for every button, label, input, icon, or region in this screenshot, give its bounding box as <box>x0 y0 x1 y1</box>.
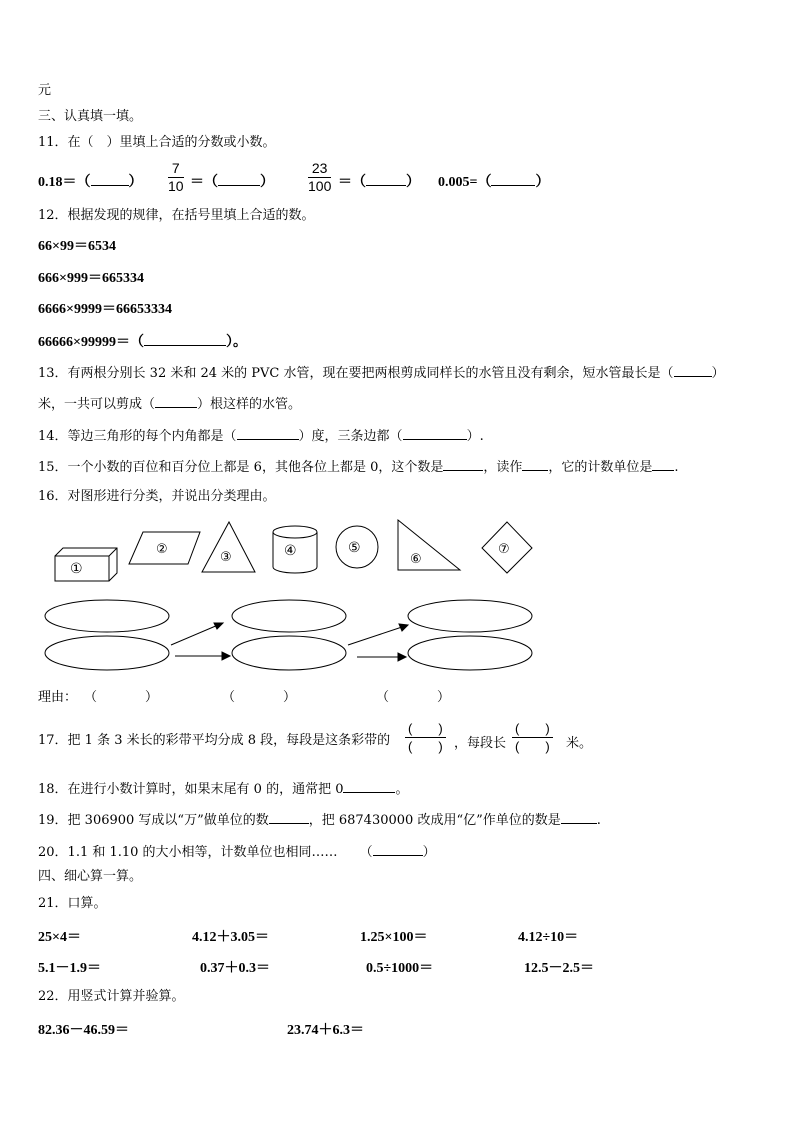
answer-blank[interactable] <box>373 842 423 856</box>
fraction-denominator: 10 <box>168 178 184 194</box>
arrow-line <box>348 627 402 645</box>
answer-blank[interactable] <box>522 457 548 471</box>
q11-fraction-7-10 <box>168 160 184 195</box>
arrow-head <box>399 624 408 631</box>
paren-open: （ <box>359 845 373 860</box>
q21-r1-c1: 25×4＝ <box>38 930 81 945</box>
arrow-head <box>214 623 223 629</box>
q21-r2-c3: 0.5÷1000＝ <box>366 961 434 976</box>
fraction-denominator: ( ) <box>408 739 443 754</box>
q13-line2-text: 米，一共可以剪成（ <box>38 397 156 412</box>
q15-text-b: ，读作 <box>483 460 523 475</box>
answer-blank[interactable] <box>269 810 309 824</box>
q12-line2: 666×999＝665334 <box>38 271 144 286</box>
paren-open: （ <box>222 690 236 705</box>
q17-text-c: 米。 <box>566 736 593 751</box>
answer-blank[interactable] <box>561 810 597 824</box>
q15 <box>38 457 679 477</box>
answer-ellipse[interactable] <box>232 636 346 670</box>
q13-line1 <box>38 363 725 383</box>
q19-text-c: . <box>596 813 601 828</box>
arrow-head <box>222 652 230 660</box>
q14-text-c: ）. <box>466 429 484 444</box>
shape-label: ③ <box>220 550 232 565</box>
q18 <box>38 779 409 799</box>
answer-blank[interactable] <box>652 457 674 471</box>
arrow-head <box>398 653 406 661</box>
paren-close: ） <box>406 175 420 190</box>
q21-r1-c4: 4.12÷10＝ <box>518 930 579 945</box>
cylinder-shape <box>273 526 317 573</box>
q19 <box>38 810 601 830</box>
answer-ellipse[interactable] <box>408 600 532 632</box>
fraction-denominator: 100 <box>308 178 332 194</box>
q19-text-a: 19．把 306900 写成以“万”做单位的数 <box>38 813 269 828</box>
q22-item-1: 82.36－46.59＝ <box>38 1023 129 1038</box>
q11-item3 <box>338 171 420 191</box>
answer-blank[interactable] <box>443 457 483 471</box>
answer-blank[interactable] <box>366 172 406 186</box>
q16-prompt: 16．对图形进行分类，并说出分类理由。 <box>38 489 276 504</box>
paren-close: ） <box>437 690 451 705</box>
parallelogram-shape <box>129 532 200 564</box>
section-3-heading: 三、认真填一填。 <box>38 109 143 124</box>
q14-text-a: 14．等边三角形的每个内角都是（ <box>38 429 237 444</box>
q21-prompt: 21．口算。 <box>38 896 107 911</box>
q15-text-c: ，它的计数单位是 <box>548 460 653 475</box>
q11-item1 <box>38 171 143 191</box>
fraction-numerator: 23 <box>308 160 331 178</box>
q21-r2-c4: 12.5－2.5＝ <box>524 961 594 976</box>
q12-line1: 66×99＝6534 <box>38 239 116 254</box>
top-char: 元 <box>38 83 52 98</box>
arrow-line <box>171 625 218 645</box>
triangle-shape <box>202 522 255 572</box>
answer-blank[interactable] <box>91 172 129 186</box>
diamond-shape <box>482 522 532 573</box>
shape-label: ① <box>70 561 83 577</box>
q19-text-b: ，把 687430000 改成用“亿”作单位的数是 <box>308 813 561 828</box>
paren-close: ） <box>145 690 159 705</box>
q21-r2-c1: 5.1－1.9＝ <box>38 961 101 976</box>
paren-close: ） <box>422 845 436 860</box>
shape-label: ⑤ <box>348 540 361 556</box>
answer-ellipse[interactable] <box>45 636 169 670</box>
q18-text-a: 18．在进行小数计算时，如果末尾有 0 的，通常把 0 <box>38 782 344 797</box>
answer-ellipse[interactable] <box>408 636 532 670</box>
section-4-heading: 四、细心算一算。 <box>38 869 143 884</box>
answer-blank[interactable] <box>155 394 197 408</box>
q11-eq-text: ＝（ <box>190 175 218 190</box>
shape-label: ⑦ <box>498 542 510 557</box>
fraction-numerator: ( ) <box>405 720 446 738</box>
paren-close: ） <box>128 175 143 190</box>
q16-reason-3[interactable] <box>376 686 450 705</box>
q21-r1-c2: 4.12＋3.05＝ <box>192 930 269 945</box>
q11-eq-text: ＝（ <box>338 175 366 190</box>
q21-r2-c2: 0.37＋0.3＝ <box>200 961 270 976</box>
answer-ellipse[interactable] <box>232 600 346 632</box>
cuboid-shape <box>55 548 117 581</box>
shape-label: ② <box>156 542 168 557</box>
answer-blank[interactable] <box>674 363 712 377</box>
q11-item2 <box>190 171 274 191</box>
q15-text-d: . <box>674 460 679 475</box>
q12-line4-end: ）。 <box>225 335 247 350</box>
q12-line4 <box>38 332 247 352</box>
q14 <box>38 426 484 446</box>
paren-open: （ <box>84 690 98 705</box>
fraction-denominator: ( ) <box>515 739 550 754</box>
q17-fraction-2[interactable] <box>512 720 553 755</box>
q21-r1-c3: 1.25×100＝ <box>360 930 428 945</box>
answer-blank[interactable] <box>144 332 226 346</box>
q11-item4-text: 0.005=（ <box>438 175 492 190</box>
q12-line4-text: 66666×99999＝（ <box>38 335 144 350</box>
paren-open: （ <box>376 690 390 705</box>
q11-prompt: 11．在（ ）里填上合适的分数或小数。 <box>38 135 276 150</box>
q22-item-2: 23.74＋6.3＝ <box>287 1023 364 1038</box>
right-triangle-shape <box>398 520 460 570</box>
paren-close: ） <box>283 690 297 705</box>
classification-diagram <box>45 600 532 670</box>
q16-reason-2[interactable] <box>222 686 296 705</box>
fraction-numerator: 7 <box>168 160 184 178</box>
q13-line1-text: 13．有两根分别长 32 米和 24 米的 PVC 水管，现在要把两根剪成同样长的水管且没有剩余，短水管最长是（ <box>38 366 674 381</box>
q15-text-a: 15．一个小数的百位和百分位上都是 6，其他各位上都是 0，这个数是 <box>38 460 444 475</box>
q11-item4 <box>438 171 549 191</box>
q16-reason-label: 理由： <box>38 690 78 705</box>
q18-text-b: 。 <box>395 782 409 797</box>
shape-label: ⑥ <box>410 552 422 567</box>
q17-text-a: 17．把 1 条 3 米长的彩带平均分成 8 段，每段是这条彩带的 <box>38 733 391 748</box>
paren-close: ） <box>535 175 550 190</box>
q16-figure <box>0 515 794 675</box>
fraction-numerator: ( ) <box>512 720 553 738</box>
q20-text-a: 20．1.1 和 1.10 的大小相等，计数单位也相同…… <box>38 845 338 860</box>
answer-ellipse[interactable] <box>45 600 169 632</box>
q14-text-b: ）度，三条边都（ <box>298 429 403 444</box>
answer-blank[interactable] <box>491 172 535 186</box>
answer-blank[interactable] <box>403 426 467 440</box>
answer-blank[interactable] <box>237 426 299 440</box>
q22-prompt: 22．用竖式计算并验算。 <box>38 989 185 1004</box>
q16-reason-1[interactable] <box>84 686 158 705</box>
q17-fraction-1[interactable] <box>405 720 446 755</box>
shape-label: ④ <box>284 543 297 559</box>
q11-fraction-23-100 <box>308 160 331 195</box>
answer-blank[interactable] <box>343 779 395 793</box>
q12-line3: 6666×9999＝66653334 <box>38 302 172 317</box>
answer-blank[interactable] <box>218 172 260 186</box>
q12-prompt: 12．根据发现的规律，在括号里填上合适的数。 <box>38 208 315 223</box>
circle-shape <box>336 526 378 568</box>
q17-text-b: ，每段长 <box>454 736 507 751</box>
q11-item1-text: 0.18＝（ <box>38 175 91 190</box>
q13-line2 <box>38 394 301 414</box>
paren-close: ） <box>711 366 725 381</box>
q13-line2-end: ）根这样的水管。 <box>197 397 302 412</box>
q20 <box>38 842 436 862</box>
paren-close: ） <box>260 175 274 190</box>
